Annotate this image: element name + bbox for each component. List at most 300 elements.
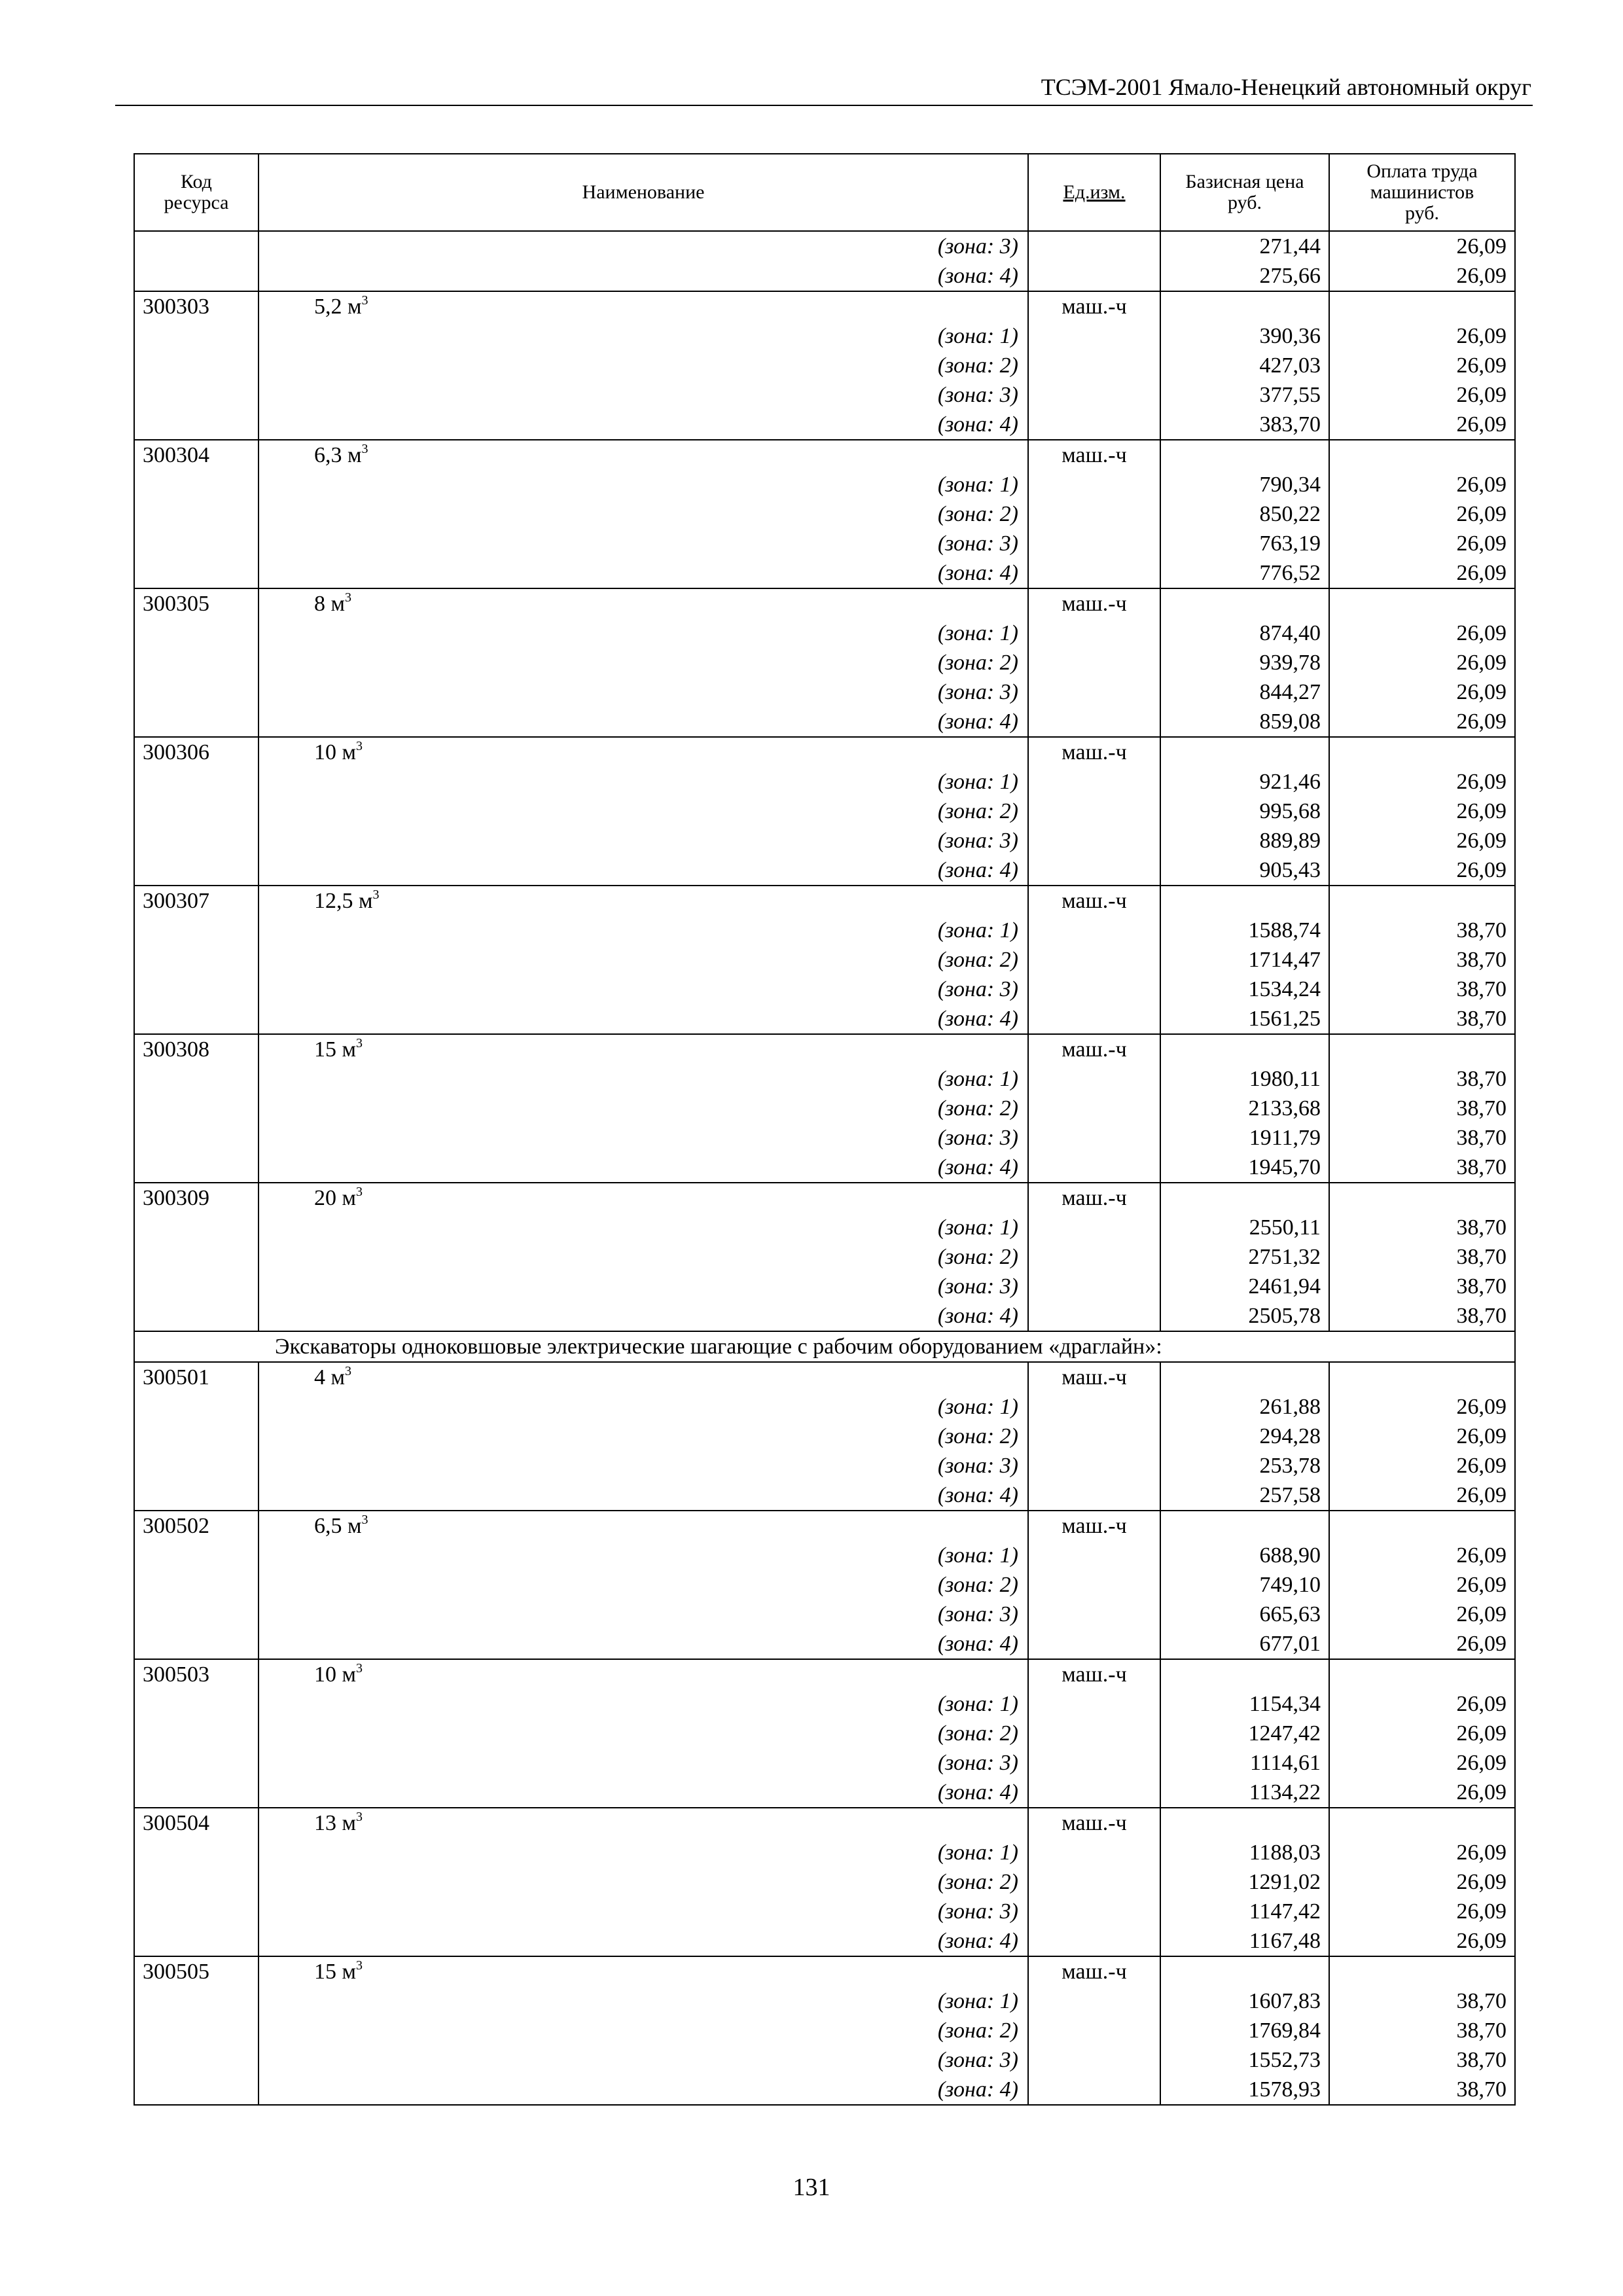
unit-cell	[1028, 737, 1160, 767]
zone-label: (зона: 4)	[937, 1780, 1018, 1804]
zone-label: (зона: 3)	[937, 1274, 1018, 1299]
unit-cell	[1028, 886, 1160, 916]
base-price-cell	[1160, 1153, 1329, 1183]
base-price-cell	[1160, 737, 1329, 767]
zone-label: (зона: 1)	[937, 1691, 1018, 1716]
cubic-superscript: 3	[356, 1809, 363, 1824]
resource-code-cell	[134, 261, 259, 291]
unit-cell	[1028, 558, 1160, 588]
document-header-title: ТСЭМ-2001 Ямало-Ненецкий автономный округ	[1041, 74, 1531, 100]
base-price-value: 1552,73	[1248, 2047, 1321, 2072]
labor-cost-value: 26,09	[1456, 323, 1507, 348]
labor-cost-value: 38,70	[1456, 2077, 1507, 2102]
resource-name	[267, 592, 351, 616]
base-price-cell	[1160, 1986, 1329, 2016]
base-price-value: 377,55	[1259, 382, 1321, 407]
table-row	[134, 1778, 1515, 1808]
base-price-value: 1147,42	[1249, 1899, 1321, 1924]
labor-cost-value: 26,09	[1456, 1780, 1507, 1804]
zone-name-cell	[259, 1153, 1028, 1183]
resource-code-cell	[134, 1689, 259, 1719]
base-price-value: 859,08	[1259, 709, 1321, 734]
zone-name-cell	[259, 1986, 1028, 2016]
table-row	[134, 1689, 1515, 1719]
labor-cost-value: 38,70	[1456, 977, 1507, 1001]
resource-code: 300304	[143, 442, 209, 467]
base-price-value: 1247,42	[1248, 1721, 1321, 1746]
resource-code: 300305	[143, 591, 209, 616]
zone-label: (зона: 1)	[937, 323, 1018, 348]
base-price-value: 1588,74	[1248, 918, 1321, 942]
labor-cost-cell	[1329, 1480, 1515, 1511]
labor-cost-cell	[1329, 1422, 1515, 1451]
labor-cost-value: 26,09	[1456, 798, 1507, 823]
cubic-superscript: 3	[361, 293, 368, 308]
zone-name-cell	[259, 619, 1028, 648]
base-price-cell	[1160, 767, 1329, 797]
unit-value: маш.-ч	[1061, 1959, 1127, 1984]
unit-cell	[1028, 1183, 1160, 1213]
table-row	[134, 916, 1515, 945]
resource-code-cell	[134, 1926, 259, 1956]
labor-cost-cell	[1329, 1272, 1515, 1301]
zone-label: (зона: 2)	[937, 353, 1018, 378]
base-price-cell	[1160, 291, 1329, 321]
base-price-cell	[1160, 619, 1329, 648]
base-price-cell	[1160, 261, 1329, 291]
labor-cost-cell	[1329, 619, 1515, 648]
resource-code-cell	[134, 1986, 259, 2016]
unit-cell	[1028, 1034, 1160, 1064]
base-price-value: 1769,84	[1248, 2018, 1321, 2043]
base-price-cell	[1160, 1659, 1329, 1689]
zone-name-cell	[259, 855, 1028, 886]
labor-cost-value: 38,70	[1456, 1096, 1507, 1121]
labor-cost-value: 26,09	[1456, 1453, 1507, 1478]
zone-name-cell	[259, 499, 1028, 529]
base-price-cell	[1160, 1748, 1329, 1778]
labor-cost-value: 26,09	[1456, 1928, 1507, 1953]
resource-name-cell	[259, 737, 1028, 767]
unit-cell	[1028, 1480, 1160, 1511]
resource-code: 300303	[143, 294, 209, 319]
column-header-labor-line: руб.	[1405, 202, 1439, 224]
resource-name-cell	[259, 1808, 1028, 1838]
cubic-superscript: 3	[356, 1660, 363, 1676]
table-row	[134, 529, 1515, 558]
column-header-code-line: Код	[181, 171, 212, 192]
base-price-cell	[1160, 1242, 1329, 1272]
resource-code-cell	[134, 1153, 259, 1183]
zone-label: (зона: 1)	[937, 1543, 1018, 1568]
zone-label: (зона: 3)	[937, 234, 1018, 259]
base-price-cell	[1160, 797, 1329, 826]
base-price-value: 790,34	[1259, 472, 1321, 497]
labor-cost-cell	[1329, 2075, 1515, 2105]
section-heading-row	[134, 1331, 1515, 1362]
table-row	[134, 945, 1515, 975]
base-price-cell	[1160, 1392, 1329, 1422]
labor-cost-cell	[1329, 440, 1515, 470]
zone-name-cell	[259, 1689, 1028, 1719]
unit-cell	[1028, 1242, 1160, 1272]
labor-cost-cell	[1329, 410, 1515, 440]
labor-cost-value: 38,70	[1456, 1155, 1507, 1179]
zone-label: (зона: 3)	[937, 828, 1018, 853]
labor-cost-cell	[1329, 558, 1515, 588]
labor-cost-cell	[1329, 826, 1515, 855]
column-header-base-price-line: руб.	[1228, 192, 1262, 213]
base-price-cell	[1160, 1362, 1329, 1392]
base-price-value: 2550,11	[1249, 1215, 1321, 1240]
labor-cost-value: 38,70	[1456, 1066, 1507, 1091]
resource-capacity: 15 м	[314, 1037, 357, 1062]
labor-cost-cell	[1329, 855, 1515, 886]
resource-row	[134, 291, 1515, 321]
unit-value: маш.-ч	[1061, 740, 1127, 764]
base-price-cell	[1160, 410, 1329, 440]
labor-cost-cell	[1329, 1153, 1515, 1183]
labor-cost-value: 26,09	[1456, 501, 1507, 526]
labor-cost-cell	[1329, 1094, 1515, 1123]
unit-cell	[1028, 1956, 1160, 1986]
table-row	[134, 1541, 1515, 1570]
resource-code-cell	[134, 677, 259, 707]
base-price-cell	[1160, 1541, 1329, 1570]
zone-name-cell	[259, 1242, 1028, 1272]
resource-code-cell	[134, 767, 259, 797]
base-price-value: 776,52	[1259, 560, 1321, 585]
zone-label: (зона: 3)	[937, 679, 1018, 704]
resource-code-cell	[134, 826, 259, 855]
unit-cell	[1028, 975, 1160, 1004]
cubic-superscript: 3	[361, 1512, 368, 1527]
column-header-unit	[1028, 154, 1160, 231]
table-row	[134, 648, 1515, 677]
unit-cell	[1028, 1064, 1160, 1094]
base-price-value: 2133,68	[1248, 1096, 1321, 1121]
zone-label: (зона: 2)	[937, 1244, 1018, 1269]
base-price-value: 850,22	[1259, 501, 1321, 526]
table-row	[134, 1926, 1515, 1956]
table-row	[134, 1213, 1515, 1242]
table-row	[134, 707, 1515, 737]
unit-cell	[1028, 321, 1160, 351]
zone-name-cell	[259, 470, 1028, 499]
zone-label: (зона: 2)	[937, 798, 1018, 823]
resource-code-cell	[134, 1422, 259, 1451]
unit-cell	[1028, 855, 1160, 886]
cubic-superscript: 3	[356, 1184, 363, 1199]
base-price-cell	[1160, 1838, 1329, 1867]
base-price-value: 1561,25	[1248, 1006, 1321, 1031]
labor-cost-cell	[1329, 677, 1515, 707]
base-price-cell	[1160, 677, 1329, 707]
zone-name-cell	[259, 2075, 1028, 2105]
cubic-superscript: 3	[356, 738, 363, 753]
unit-value: маш.-ч	[1061, 294, 1127, 319]
zone-label: (зона: 1)	[937, 1066, 1018, 1091]
unit-cell	[1028, 1897, 1160, 1926]
column-header-labor-line: Оплата труда	[1366, 160, 1478, 182]
unit-value: маш.-ч	[1061, 1365, 1127, 1390]
resource-code-cell	[134, 1480, 259, 1511]
base-price-value: 1945,70	[1248, 1155, 1321, 1179]
labor-cost-value: 26,09	[1456, 1543, 1507, 1568]
base-price-cell	[1160, 1213, 1329, 1242]
labor-cost-value: 26,09	[1456, 828, 1507, 853]
unit-cell	[1028, 1867, 1160, 1897]
resource-code-cell	[134, 231, 259, 261]
zone-name-cell	[259, 1541, 1028, 1570]
zone-label: (зона: 3)	[937, 977, 1018, 1001]
base-price-cell	[1160, 1808, 1329, 1838]
resource-name-cell	[259, 1956, 1028, 1986]
base-price-cell	[1160, 2075, 1329, 2105]
resource-capacity: 6,3 м	[314, 442, 362, 467]
resource-name-cell	[259, 886, 1028, 916]
zone-name-cell	[259, 1480, 1028, 1511]
base-price-cell	[1160, 1301, 1329, 1331]
zone-name-cell	[259, 1570, 1028, 1600]
table-row	[134, 2075, 1515, 2105]
labor-cost-value: 26,09	[1456, 472, 1507, 497]
resource-capacity: 13 м	[314, 1810, 357, 1835]
resource-name-cell	[259, 1659, 1028, 1689]
unit-cell	[1028, 648, 1160, 677]
zone-label: (зона: 1)	[937, 1394, 1018, 1419]
zone-name-cell	[259, 1600, 1028, 1629]
page-number: 131	[793, 2174, 830, 2201]
zone-label: (зона: 2)	[937, 1096, 1018, 1121]
resource-row	[134, 588, 1515, 619]
section-heading-text: Экскаваторы одноковшовые электрические шагающие с рабочим оборудованием «драглайн»:	[275, 1334, 1162, 1359]
resource-code: 300306	[143, 740, 209, 764]
resource-code-cell	[134, 737, 259, 767]
base-price-cell	[1160, 1451, 1329, 1480]
labor-cost-value: 26,09	[1456, 531, 1507, 556]
labor-cost-cell	[1329, 1689, 1515, 1719]
zone-name-cell	[259, 380, 1028, 410]
resource-code-cell	[134, 1213, 259, 1242]
table-row	[134, 619, 1515, 648]
labor-cost-cell	[1329, 1123, 1515, 1153]
table-row	[134, 1629, 1515, 1659]
cubic-superscript: 3	[372, 887, 380, 902]
table-row	[134, 1153, 1515, 1183]
labor-cost-value: 26,09	[1456, 263, 1507, 288]
labor-cost-cell	[1329, 737, 1515, 767]
base-price-value: 763,19	[1259, 531, 1321, 556]
resource-name	[267, 1960, 363, 1984]
zone-label: (зона: 4)	[937, 1006, 1018, 1031]
cubic-superscript: 3	[356, 1958, 363, 1973]
table-row	[134, 499, 1515, 529]
base-price-cell	[1160, 707, 1329, 737]
unit-cell	[1028, 261, 1160, 291]
resource-name	[267, 1186, 363, 1210]
table-row	[134, 1719, 1515, 1748]
resource-code-cell	[134, 2075, 259, 2105]
unit-cell	[1028, 707, 1160, 737]
resource-code-cell	[134, 410, 259, 440]
zone-name-cell	[259, 1897, 1028, 1926]
base-price-value: 1154,34	[1249, 1691, 1321, 1716]
base-price-value: 905,43	[1259, 857, 1321, 882]
unit-cell	[1028, 1986, 1160, 2016]
labor-cost-cell	[1329, 1034, 1515, 1064]
base-price-value: 2505,78	[1248, 1303, 1321, 1328]
base-price-value: 1578,93	[1248, 2077, 1321, 2102]
labor-cost-cell	[1329, 291, 1515, 321]
unit-cell	[1028, 351, 1160, 380]
resource-code-cell	[134, 1719, 259, 1748]
zone-name-cell	[259, 410, 1028, 440]
zone-label: (зона: 1)	[937, 1988, 1018, 2013]
zone-name-cell	[259, 1719, 1028, 1748]
zone-label: (зона: 3)	[937, 1453, 1018, 1478]
unit-cell	[1028, 1838, 1160, 1867]
zone-name-cell	[259, 1213, 1028, 1242]
labor-cost-cell	[1329, 648, 1515, 677]
base-price-value: 1188,03	[1249, 1840, 1321, 1865]
base-price-value: 1114,61	[1250, 1750, 1321, 1775]
base-price-cell	[1160, 1480, 1329, 1511]
labor-cost-value: 26,09	[1456, 560, 1507, 585]
table-row	[134, 1004, 1515, 1034]
zone-label: (зона: 2)	[937, 2018, 1018, 2043]
base-price-cell	[1160, 380, 1329, 410]
labor-cost-cell	[1329, 470, 1515, 499]
labor-cost-cell	[1329, 1778, 1515, 1808]
zone-label: (зона: 3)	[937, 382, 1018, 407]
base-price-value: 390,36	[1259, 323, 1321, 348]
labor-cost-cell	[1329, 321, 1515, 351]
labor-cost-cell	[1329, 1392, 1515, 1422]
zone-name-cell	[259, 1272, 1028, 1301]
zone-label: (зона: 3)	[937, 531, 1018, 556]
base-price-cell	[1160, 1183, 1329, 1213]
resource-code-cell	[134, 707, 259, 737]
resource-name-cell	[259, 440, 1028, 470]
column-header-code	[134, 154, 259, 231]
zone-name-cell	[259, 826, 1028, 855]
resource-name	[267, 740, 363, 764]
resource-code: 300309	[143, 1185, 209, 1210]
resource-name	[267, 1514, 368, 1538]
resource-name-cell	[259, 1183, 1028, 1213]
resource-code: 300307	[143, 888, 209, 913]
resource-code-cell	[134, 1838, 259, 1867]
resource-name	[267, 443, 368, 467]
zone-name-cell	[259, 975, 1028, 1004]
base-price-value: 665,63	[1259, 1602, 1321, 1626]
unit-cell	[1028, 1272, 1160, 1301]
resource-code-cell	[134, 499, 259, 529]
header-divider	[115, 105, 1533, 106]
resource-code-cell	[134, 1659, 259, 1689]
column-header-code-line: ресурса	[164, 192, 229, 213]
cubic-superscript: 3	[345, 1363, 352, 1378]
unit-value: маш.-ч	[1061, 1662, 1127, 1687]
base-price-value: 1911,79	[1249, 1125, 1321, 1150]
zone-label: (зона: 1)	[937, 1215, 1018, 1240]
table-row	[134, 2016, 1515, 2045]
zone-label: (зона: 3)	[937, 1125, 1018, 1150]
base-price-value: 253,78	[1259, 1453, 1321, 1478]
base-price-cell	[1160, 975, 1329, 1004]
unit-value: маш.-ч	[1061, 1810, 1127, 1835]
unit-value: маш.-ч	[1061, 1037, 1127, 1062]
zone-label: (зона: 3)	[937, 2047, 1018, 2072]
zone-label: (зона: 2)	[937, 1721, 1018, 1746]
labor-cost-cell	[1329, 231, 1515, 261]
unit-cell	[1028, 1808, 1160, 1838]
unit-cell	[1028, 826, 1160, 855]
unit-value: маш.-ч	[1061, 1513, 1127, 1538]
labor-cost-cell	[1329, 945, 1515, 975]
table-row	[134, 826, 1515, 855]
cubic-superscript: 3	[356, 1035, 363, 1050]
zone-label: (зона: 3)	[937, 1899, 1018, 1924]
zone-label: (зона: 1)	[937, 472, 1018, 497]
table-row	[134, 1867, 1515, 1897]
table-row	[134, 231, 1515, 261]
unit-value: маш.-ч	[1061, 591, 1127, 616]
table-row	[134, 1422, 1515, 1451]
table-row	[134, 1570, 1515, 1600]
base-price-value: 2461,94	[1248, 1274, 1321, 1299]
resource-code-cell	[134, 291, 259, 321]
unit-cell	[1028, 380, 1160, 410]
unit-cell	[1028, 1570, 1160, 1600]
zone-name-cell	[259, 2045, 1028, 2075]
table-row	[134, 1748, 1515, 1778]
labor-cost-cell	[1329, 1838, 1515, 1867]
base-price-cell	[1160, 1064, 1329, 1094]
resource-code-cell	[134, 558, 259, 588]
zone-name-cell	[259, 1094, 1028, 1123]
zone-label: (зона: 2)	[937, 650, 1018, 675]
labor-cost-cell	[1329, 1956, 1515, 1986]
resource-row	[134, 1034, 1515, 1064]
table-row	[134, 1838, 1515, 1867]
base-price-value: 749,10	[1259, 1572, 1321, 1597]
base-price-cell	[1160, 499, 1329, 529]
labor-cost-value: 26,09	[1456, 709, 1507, 734]
resource-code: 300502	[143, 1513, 209, 1538]
labor-cost-value: 26,09	[1456, 769, 1507, 794]
zone-label: (зона: 4)	[937, 412, 1018, 437]
labor-cost-cell	[1329, 1511, 1515, 1541]
base-price-cell	[1160, 2016, 1329, 2045]
resource-name	[267, 1365, 351, 1390]
labor-cost-value: 38,70	[1456, 1274, 1507, 1299]
labor-cost-cell	[1329, 916, 1515, 945]
base-price-cell	[1160, 1511, 1329, 1541]
resource-code-cell	[134, 1600, 259, 1629]
zone-name-cell	[259, 1867, 1028, 1897]
unit-cell	[1028, 619, 1160, 648]
labor-cost-value: 26,09	[1456, 1424, 1507, 1448]
resource-code: 300503	[143, 1662, 209, 1687]
resource-code-cell	[134, 529, 259, 558]
labor-cost-cell	[1329, 1986, 1515, 2016]
column-header-unit-label: Ед.изм.	[1063, 181, 1126, 203]
resource-code-cell	[134, 2045, 259, 2075]
unit-cell	[1028, 1422, 1160, 1451]
unit-cell	[1028, 1362, 1160, 1392]
